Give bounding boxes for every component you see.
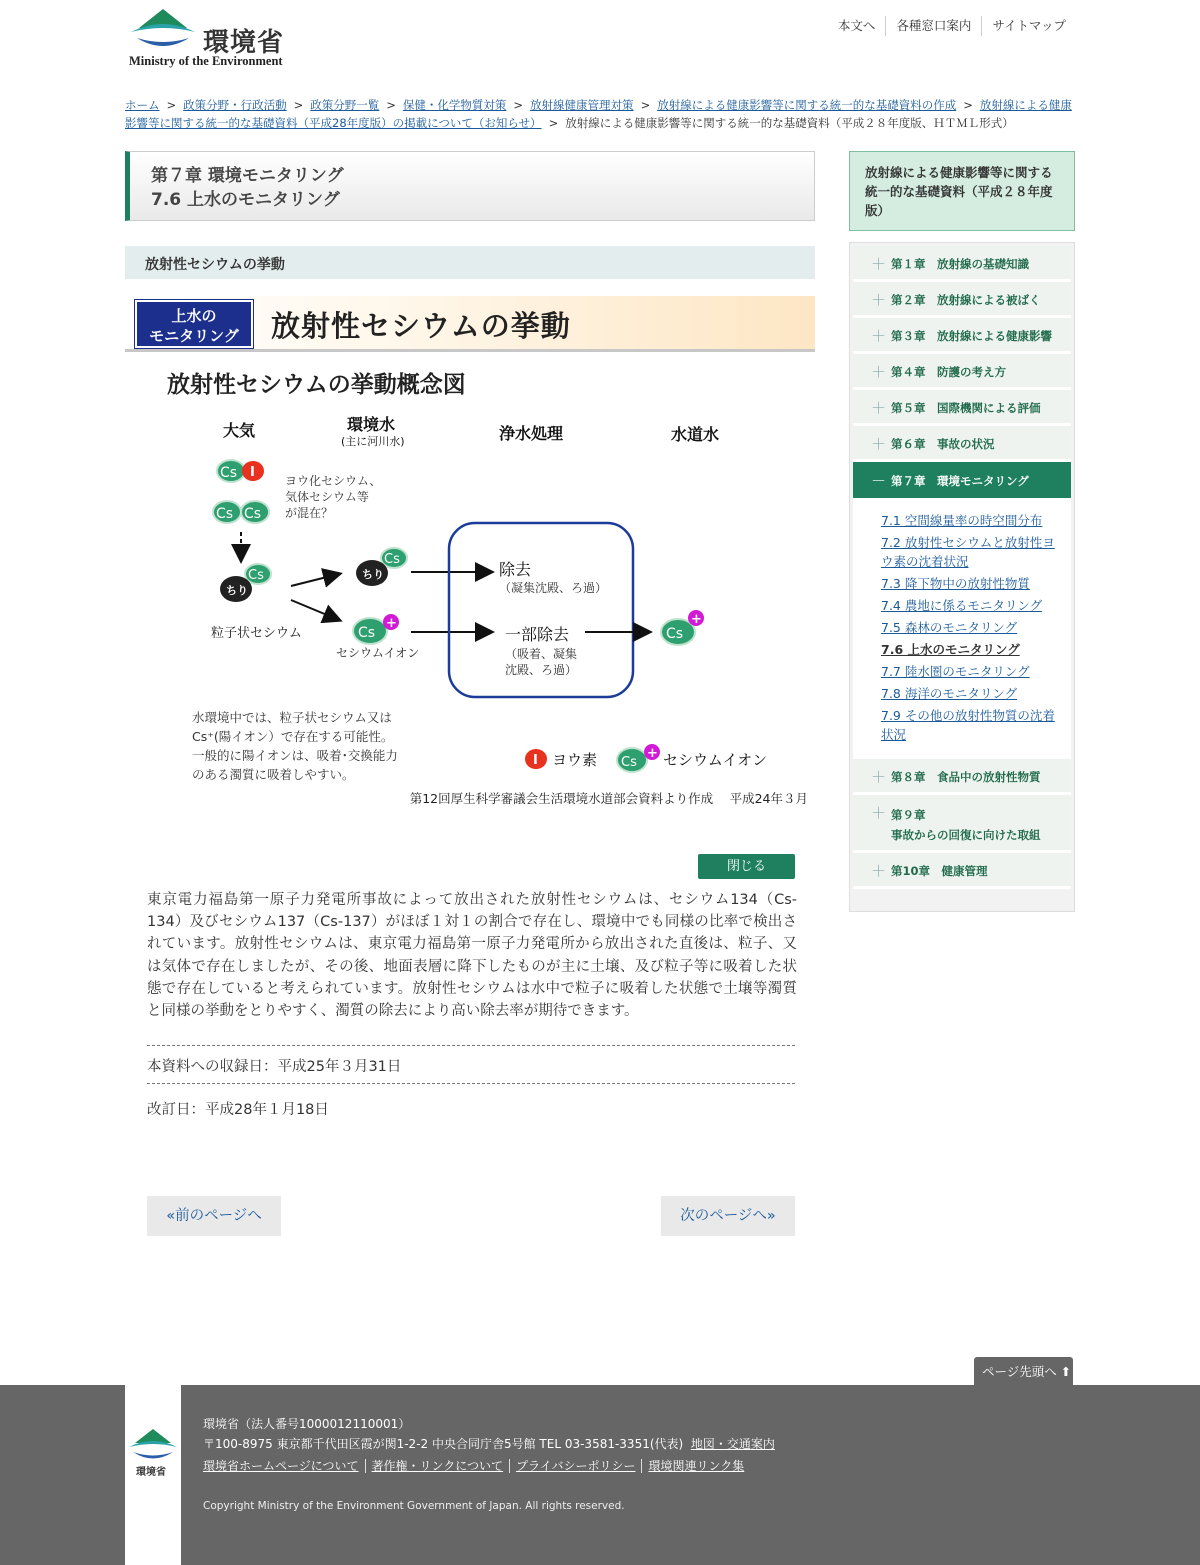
breadcrumb-current: 放射線による健康影響等に関する統一的な基礎資料（平成２８年度版、ＨＴＭＬ形式） (565, 116, 1014, 130)
sidebar-subitem-7-3[interactable]: 7.3 降下物中の放射性物質 (881, 576, 1030, 591)
plus-icon: ＋ (871, 399, 887, 417)
diagram-note-line4: のある濁質に吸着しやすい。 (192, 767, 355, 782)
sidebar-item-ch3[interactable] (853, 318, 1071, 354)
sidebar-item-ch4[interactable] (853, 354, 1071, 390)
prev-page-button[interactable]: «前のページへ (147, 1196, 281, 1236)
diagram-note-line3: 一般的に陽イオンは、吸着･交換能力 (192, 748, 398, 763)
sidebar-item-label: 第４章 防護の考え方 (891, 365, 1006, 379)
plus-icon: ＋ (871, 255, 887, 273)
sidebar-item-label: 第２章 放射線による被ばく (891, 293, 1041, 307)
sidebar-item-ch10[interactable] (853, 853, 1071, 889)
logo-text-jp: 環境省 (203, 28, 285, 58)
breadcrumb-link[interactable]: 政策分野・行政活動 (183, 98, 287, 112)
plus-icon: ＋ (871, 804, 887, 822)
footer-link-about[interactable]: 環境省ホームページについて (203, 1459, 359, 1473)
footer-link-related[interactable]: 環境関連リンク集 (648, 1459, 745, 1473)
footer-logo (125, 1385, 181, 1565)
page-top-button[interactable] (974, 1357, 1073, 1385)
svg-text:I: I (533, 753, 538, 768)
sidebar-item-label: 第10章 健康管理 (891, 864, 988, 878)
svg-text:+: + (691, 612, 702, 627)
section-number-title: 7.6 上水のモニタリング (151, 190, 340, 210)
svg-text:環境省: 環境省 (136, 1467, 166, 1478)
column-treatment: 浄水処理 (499, 424, 564, 443)
legend-iodine (525, 749, 597, 769)
banner-tag (135, 300, 253, 348)
dust-cesium-particle (220, 564, 271, 602)
banner-tag-line2: モニタリング (149, 327, 239, 345)
arrow-to-ion (291, 600, 339, 620)
plus-icon: ＋ (871, 291, 887, 309)
footer-address-row (203, 1435, 775, 1453)
footer-link-copyright[interactable]: 著作権・リンクについて (371, 1459, 504, 1473)
sidebar-item-label: 第５章 国際機関による評価 (891, 401, 1041, 415)
env-cesium-ion (353, 614, 399, 644)
svg-text:ちり: ちり (362, 568, 384, 581)
svg-text:Cs: Cs (621, 755, 637, 770)
column-env-water: 環境水 (347, 415, 396, 434)
sidebar-item-ch7[interactable] (853, 462, 1071, 501)
breadcrumb-link[interactable]: 放射線による健康影響等に関する統一的な基礎資料（平成28年度版）の掲載について（お知らせ） (125, 98, 1072, 130)
diagram-note-line1: 水環境中では、粒子状セシウム又は (192, 710, 392, 725)
sidebar-item-label: 第６章 事故の状況 (891, 437, 995, 451)
sidebar-subitem-7-1[interactable]: 7.1 空間線量率の時空間分布 (881, 513, 1043, 528)
footer-address: 〒100-8975 東京都千代田区霞が関1-2-2 中央合同庁舎5号館 TEL 03-3581-3351(代表) (203, 1437, 684, 1451)
svg-text:Cs: Cs (216, 506, 234, 522)
arrow-to-particle (291, 574, 339, 586)
banner-title: 放射性セシウムの挙動 (271, 309, 571, 343)
sidebar-item-label: 事故からの回復に向けた取組 (891, 828, 1041, 842)
next-page-button[interactable]: 次のページへ» (661, 1196, 795, 1236)
ministry-logo-icon (127, 8, 199, 54)
gas-note-line2: 気体セシウム等 (285, 490, 369, 504)
plus-icon: ＋ (871, 862, 887, 880)
footer-links (203, 1457, 750, 1475)
svg-text:+: + (647, 746, 658, 761)
chapter-heading (125, 151, 815, 221)
arrow-up-icon: ⬆ (1060, 1364, 1072, 1379)
svg-text:ちり: ちり (226, 584, 248, 597)
plus-icon: ＋ (871, 768, 887, 786)
removal-label: 除去 (499, 560, 532, 579)
top-nav-skip-link[interactable]: 本文へ (837, 18, 876, 33)
partial-removal-sub1: （吸着、凝集 (505, 647, 578, 661)
ministry-logo[interactable] (127, 8, 307, 70)
svg-text:Cs: Cs (220, 465, 238, 481)
plus-icon: ＋ (871, 363, 887, 381)
sidebar-item-label: 第９章 (891, 808, 926, 822)
sidebar-subitem-7-6-current[interactable]: 7.6 上水のモニタリング (881, 642, 1020, 657)
cesium-gas-particles (213, 501, 269, 523)
footer (0, 1385, 1200, 1565)
sidebar-item-ch1[interactable] (853, 246, 1071, 282)
breadcrumb-link[interactable]: ホーム (125, 98, 160, 112)
env-particle (356, 548, 407, 586)
sidebar-item-ch2[interactable] (853, 282, 1071, 318)
minus-icon: － (871, 472, 887, 490)
svg-text:+: + (386, 616, 397, 631)
plus-icon: ＋ (871, 435, 887, 453)
column-air: 大気 (223, 421, 256, 440)
banner-tag-line1: 上水の (171, 307, 217, 325)
gas-note-line1: ヨウ化セシウム、 (285, 474, 382, 488)
breadcrumb: ホーム > 政策分野・行政活動 > 政策分野一覧 > 保健・化学物質対策 > 放射線健康管理対策 > 放射線による健康影響等に関する統一的な基礎資料の作成 > 放射線による健康影響等に関する統一的な基礎資料（平成28年度版）の掲載について（お知らせ） > 放射線による健康影響等に関する統一的な基礎資料（平成２８年度版、ＨＴＭＬ形式） (125, 98, 1072, 130)
column-env-water-sub: (主に河川水) (341, 435, 405, 448)
partial-removal-label: 一部除去 (505, 625, 570, 644)
sidebar-item-label: 第３章 放射線による健康影響 (891, 329, 1052, 343)
svg-text:Cs: Cs (666, 626, 684, 642)
legend-cesium-ion (617, 744, 767, 772)
recorded-date: 本資料への収録日：平成25年３月31日 (147, 1045, 795, 1084)
gas-note-line3: が混在？ (285, 506, 334, 520)
top-nav-sitemap-link[interactable]: サイトマップ (981, 16, 1076, 36)
diagram-source: 第12回厚生科学審議会生活環境水道部会資料より作成 平成24年３月 (409, 791, 808, 806)
breadcrumb-link[interactable]: 保健・化学物質対策 (402, 98, 507, 112)
partial-removal-sub2: 沈殿、ろ過） (505, 663, 578, 677)
chapter-title: 第７章 環境モニタリング (151, 166, 344, 186)
top-nav-contacts-link[interactable]: 各種窓口案内 (885, 16, 981, 36)
svg-text:I: I (250, 465, 255, 480)
svg-text:Cs: Cs (244, 506, 262, 522)
sidebar-subitem-7-9[interactable]: 7.9 その他の放射性物質の沈着状況 (881, 708, 1055, 742)
cesium-iodide-particle (217, 460, 264, 482)
slide-banner (125, 296, 815, 352)
footer-org: 環境省（法人番号1000012110001） (203, 1417, 411, 1431)
top-nav (828, 16, 1076, 36)
footer-copyright: Copyright Ministry of the Environment Government of Japan. All rights reserved. (203, 1500, 625, 1512)
section-title: 放射性セシウムの挙動 (125, 246, 815, 279)
cesium-ion-label: セシウムイオン (336, 646, 420, 660)
sidebar-item-ch8[interactable] (853, 759, 1071, 795)
sidebar-nav (849, 242, 1075, 912)
removal-sub: （凝集沈殿、ろ過） (499, 581, 608, 595)
svg-text:Cs: Cs (358, 625, 376, 641)
sidebar-subitem-7-5[interactable]: 7.5 森林のモニタリング (881, 620, 1018, 635)
sidebar-item-label: 第１章 放射線の基礎知識 (891, 257, 1029, 271)
svg-text:ヨウ素: ヨウ素 (552, 751, 598, 769)
sidebar-subitem-7-8[interactable]: 7.8 海洋のモニタリング (881, 686, 1018, 701)
footer-map-link[interactable]: 地図・交通案内 (690, 1437, 775, 1451)
tap-cesium-ion (661, 610, 704, 645)
sidebar-subitem-7-2[interactable]: 7.2 放射性セシウムと放射性ヨウ素の沈着状況 (881, 535, 1055, 569)
sidebar-item-ch5[interactable] (853, 390, 1071, 426)
plus-icon: ＋ (871, 327, 887, 345)
cesium-behavior-diagram (125, 360, 815, 810)
footer-link-privacy[interactable]: プライバシーポリシー (516, 1459, 636, 1473)
svg-text:Cs: Cs (248, 568, 264, 583)
logo-text-en: Ministry of the Environment (129, 54, 283, 68)
sidebar-heading[interactable]: 放射線による健康影響等に関する統一的な基礎資料（平成２８年度版） (849, 151, 1075, 231)
sidebar-item-ch9[interactable] (853, 795, 1071, 853)
body-text: 東京電力福島第一原子力発電所事故によって放出された放射性セシウムは、セシウム134（Cs-134）及びセシウム137（Cs-137）がほぼ１対１の割合で存在し、環境中でも同様の比率で検出されています。放射性セシウムは、東京電力福島第一原子力発電所から放出された直後は、粒子、又は気体で存在しましたが、その後、地面表層に降下したものが主に土壌、及び粒子等に吸着した状態で存在していると考えられています。放射性セシウムは水中で粒子に吸着した状態で土壌等濁質と同様の挙動をとりやすく、濁質の除去により高い除去率が期待できます。 (147, 892, 797, 1020)
svg-text:セシウムイオン: セシウムイオン (663, 751, 768, 769)
footer-logo-icon (125, 1425, 181, 1495)
close-button[interactable]: 閉じる (698, 854, 795, 879)
sidebar-item-label: 第７章 環境モニタリング (891, 474, 1029, 488)
diagram-title: 放射性セシウムの挙動概念図 (167, 372, 466, 398)
breadcrumb-link[interactable]: 放射線健康管理対策 (530, 98, 634, 112)
page-top-label: ページ先頭へ (982, 1364, 1057, 1379)
breadcrumb-link[interactable]: 放射線による健康影響等に関する統一的な基礎資料の作成 (657, 98, 957, 112)
sidebar-subitem-7-7[interactable]: 7.7 陸水圏のモニタリング (881, 664, 1030, 679)
sidebar-item-ch6[interactable] (853, 426, 1071, 462)
particulate-cesium-label: 粒子状セシウム (211, 626, 302, 641)
sidebar-sublist (853, 501, 1071, 759)
diagram-note-line2: Cs⁺(陽イオン）で存在する可能性。 (192, 729, 394, 744)
svg-text:Cs: Cs (384, 552, 400, 567)
column-tap-water: 水道水 (671, 425, 720, 444)
sidebar-subitem-7-4[interactable]: 7.4 農地に係るモニタリング (881, 598, 1043, 613)
sidebar-item-label: 第８章 食品中の放射性物質 (891, 770, 1041, 784)
breadcrumb-link[interactable]: 政策分野一覧 (310, 98, 380, 112)
revised-date: 改訂日：平成28年１月18日 (147, 1102, 329, 1118)
